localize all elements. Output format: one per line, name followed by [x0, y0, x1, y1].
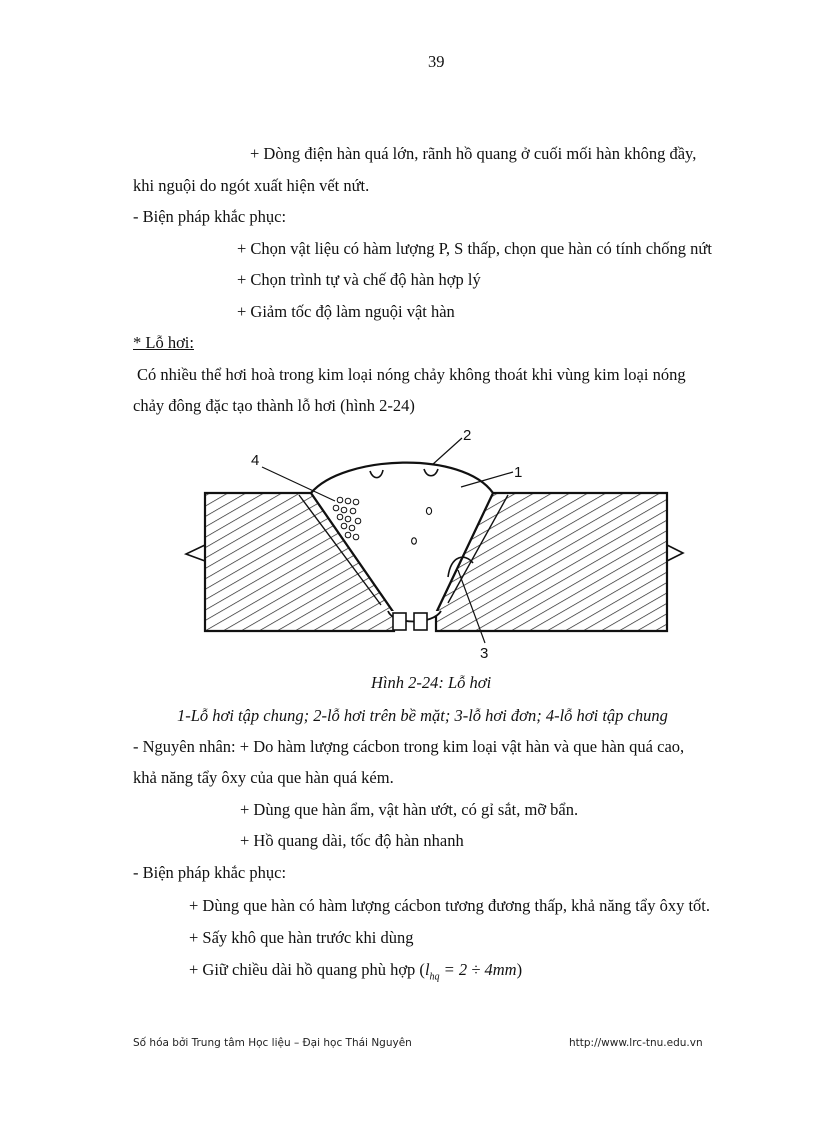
text-line: - Nguyên nhân: + Do hàm lượng cácbon trong kim loại vật hàn và que hàn quá cao,: [133, 737, 685, 756]
text-line: chảy đông đặc tạo thành lỗ hơi (hình 2-24): [133, 396, 415, 415]
label-3: 3: [480, 645, 489, 662]
section-heading: - Biện pháp khắc phục:: [133, 863, 287, 882]
weld-porosity-figure: [183, 425, 688, 663]
figure-legend: 1-Lỗ hơi tập chung; 2-lỗ hơi trên bề mặt; 3-lỗ hơi đơn; 4-lỗ hơi tập chung: [177, 706, 668, 725]
text-line: + Chọn trình tự và chế độ hàn hợp lý: [237, 270, 481, 289]
label-4: 4: [251, 452, 260, 469]
text-line: khi nguội do ngót xuất hiện vết nứt.: [133, 176, 370, 195]
section-heading: * Lỗ hơi:: [133, 333, 194, 352]
section-heading: - Biện pháp khắc phục:: [133, 207, 287, 226]
formula-prefix: + Giữ chiều dài hồ quang phù hợp (: [189, 960, 425, 979]
text-line: + Hồ quang dài, tốc độ hàn nhanh: [240, 831, 464, 850]
figure-caption: Hình 2-24: Lỗ hơi: [371, 673, 492, 692]
text-line: + Dùng que hàn có hàm lượng cácbon tương đương thấp, khả năng tẩy ôxy tốt.: [189, 896, 710, 915]
label-1: 1: [514, 464, 523, 481]
label-2: 2: [463, 427, 472, 444]
text-line-formula: [189, 960, 522, 987]
formula-subscript: hq: [429, 971, 440, 983]
text-line: + Dùng que hàn ẩm, vật hàn ướt, có gỉ sắt, mỡ bẩn.: [240, 800, 579, 819]
formula-value: = 2 ÷ 4mm: [439, 960, 517, 979]
footer-link[interactable]: http://www.lrc-tnu.edu.vn: [569, 1037, 703, 1049]
formula-variable: l: [424, 960, 430, 979]
footer-left: Số hóa bởi Trung tâm Học liệu – Đại học Thái Nguyên: [133, 1037, 412, 1049]
text-line: + Sấy khô que hàn trước khi dùng: [189, 928, 414, 947]
arc-length-formula: [424, 960, 517, 983]
text-line: + Dòng điện hàn quá lớn, rãnh hồ quang ở cuối mối hàn không đầy,: [250, 144, 697, 163]
text-line: + Giảm tốc độ làm nguội vật hàn: [237, 302, 455, 321]
page-number: 39: [428, 52, 445, 71]
text-line: + Chọn vật liệu có hàm lượng P, S thấp, chọn que hàn có tính chống nứt: [237, 239, 712, 258]
text-line: Có nhiều thể hơi hoà trong kim loại nóng chảy không thoát khi vùng kim loại nóng: [137, 365, 686, 384]
text-line: khả năng tẩy ôxy của que hàn quá kém.: [133, 768, 394, 787]
formula-suffix: ): [516, 960, 523, 979]
